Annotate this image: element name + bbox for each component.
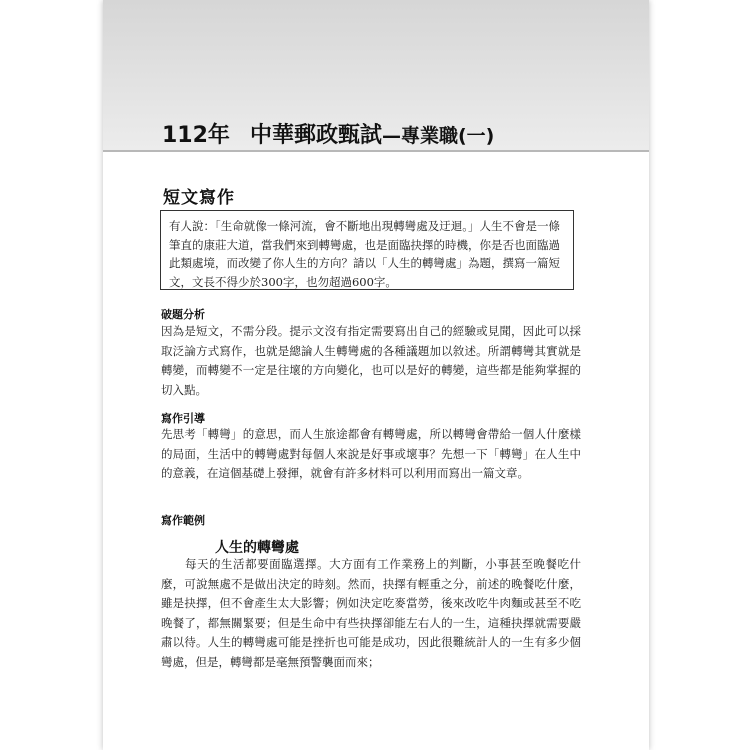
essay-text: 每天的生活都要面臨選擇。大方面有工作業務上的判斷，小事甚至晚餐吃什麼，可說無處不是做出決定的時刻。然而，抉擇有輕重之分，前述的晚餐吃什麼，雖是抉擇，但不會產生太大影響；例如決定吃麥當勞，後來改吃牛肉麵或甚至不吃晚餐了，都無關緊要；但是生命中有些抉擇卻能左右人的一生，這種抉擇就需要嚴肅以待。人生的轉彎處可能是挫折也可能是成功，因此很難統計人的一生有多少個彎處，但是，轉彎都是毫無預警襲面而來； — [161, 557, 581, 669]
guidance-text: 先思考「轉彎」的意思，而人生旅途都會有轉彎處，所以轉彎會帶給一個人什麼樣的局面，生活中的轉彎處對每個人來說是好事或壞事？先想一下「轉彎」在人生中的意義，在這個基礎上發揮，就會有許多材料可以利用而寫出一篇文章。 — [161, 427, 581, 480]
prompt-box: 有人說：「生命就像一條河流，會不斷地出現轉彎處及迂迴。」人生不會是一條筆直的康莊大道，當我們來到轉彎處，也是面臨抉擇的時機，你是否也面臨過此類處境，而改變了你人生的方向？請以「人生的轉彎處」為題，撰寫一篇短文，文長不得少於300字，也勿超過600字。 — [160, 210, 574, 290]
guidance-heading: 寫作引導 — [161, 412, 205, 425]
exam-suffix: —專業職(一) — [381, 125, 495, 147]
book-page — [103, 0, 649, 750]
analysis-text: 因為是短文，不需分段。提示文沒有指定需要寫出自己的經驗或見聞，因此可以採取泛論方式寫作，也就是總論人生轉彎處的各種議題加以敘述。所謂轉彎其實就是轉變，而轉變不一定是往壞的方向變化，也可以是好的轉變，這些都是能夠掌握的切入點。 — [161, 324, 581, 397]
exam-year: 112年 — [162, 123, 230, 148]
exam-title — [162, 118, 494, 149]
example-heading: 寫作範例 — [161, 514, 205, 527]
analysis-heading: 破題分析 — [161, 308, 205, 321]
header-band — [103, 0, 649, 152]
section-title: 短文寫作 — [163, 188, 235, 208]
essay-title: 人生的轉彎處 — [215, 540, 299, 556]
exam-name: 中華郵政甄試 — [249, 123, 382, 148]
